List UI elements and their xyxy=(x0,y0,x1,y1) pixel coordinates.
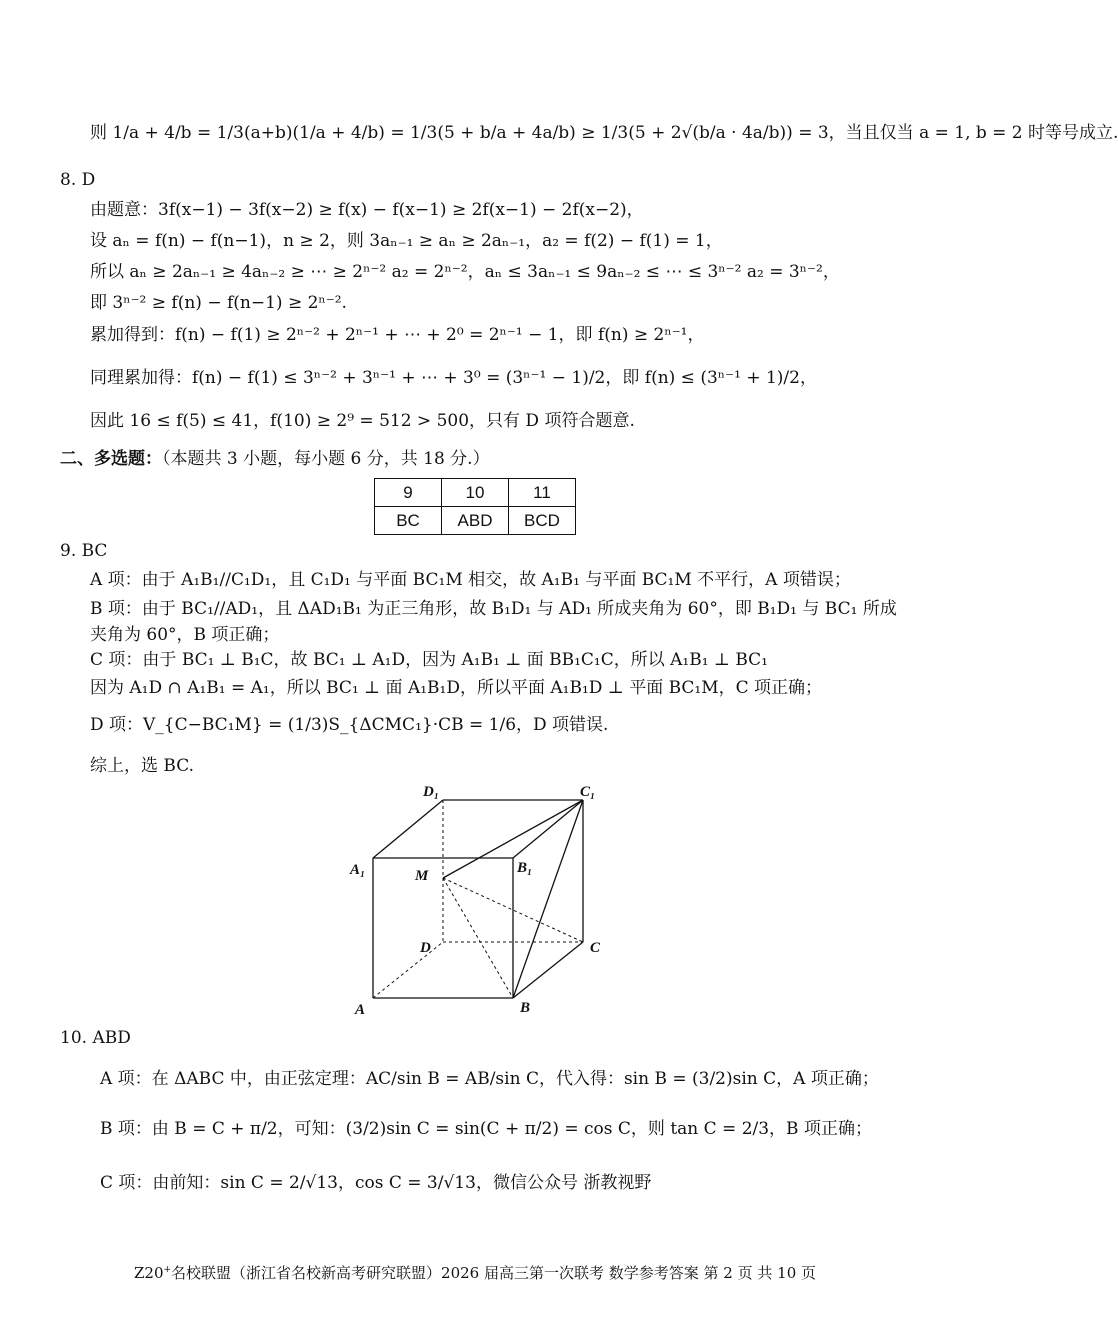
q7-conclusion: 则 1/a + 4/b = 1/3(a+b)(1/a + 4/b) = 1/3(5 + b/a + 4a/b) ≥ 1/3(5 + 2√(b/a · 4a/b)) = 3，当且仅当 a = 1, b = 2 时等号成立. xyxy=(90,123,1118,143)
q9-line-5: 因为 A₁D ∩ A₁B₁ = A₁，所以 BC₁ ⊥ 面 A₁B₁D，所以平面 A₁B₁D ⊥ 平面 BC₁M，C 项正确； xyxy=(90,678,823,698)
q8-line-5: 累加得到：f(n) − f(1) ≥ 2ⁿ⁻² + 2ⁿ⁻¹ + ⋯ + 2⁰ = 2ⁿ⁻¹ − 1，即 f(n) ≥ 2ⁿ⁻¹， xyxy=(90,325,705,345)
q9-line-2: B 项：由于 BC₁//AD₁，且 ΔAD₁B₁ 为正三角形，故 B₁D₁ 与 AD₁ 所成夹角为 60°，即 B₁D₁ 与 BC₁ 所成 xyxy=(90,599,897,619)
cube-figure xyxy=(340,780,610,1020)
label-d: D xyxy=(420,940,431,956)
answer-table-numbers-row xyxy=(375,479,576,507)
q8-header: 8. D xyxy=(60,170,96,190)
q10-line-2: B 项：由 B = C + π/2，可知：(3/2)sin C = sin(C + π/2) = cos C，则 tan C = 2/3，B 项正确； xyxy=(100,1119,872,1139)
section-2-note: （本题共 3 小题，每小题 6 分，共 18 分.） xyxy=(162,449,490,469)
table-cell: 11 xyxy=(509,479,576,507)
footer-text: 名校联盟（浙江省名校新高考研究联盟）2026 届高三第一次联考 数学参考答案 第 2 页 共 10 页 xyxy=(171,1264,816,1282)
q9-line-7: 综上，选 BC. xyxy=(90,756,195,776)
q8-line-1: 由题意：3f(x−1) − 3f(x−2) ≥ f(x) − f(x−1) ≥ 2f(x−1) − 2f(x−2)， xyxy=(90,200,644,220)
q8-line-7: 因此 16 ≤ f(5) ≤ 41，f(10) ≥ 2⁹ = 512 > 500，只有 D 项符合题意. xyxy=(90,411,635,431)
answer-table-answers-row xyxy=(375,507,576,535)
table-cell: BCD xyxy=(509,507,576,535)
label-b1: B₁ xyxy=(517,860,533,876)
label-m: M xyxy=(415,868,429,884)
label-a: A xyxy=(355,1002,366,1018)
q8-line-6: 同理累加得：f(n) − f(1) ≤ 3ⁿ⁻² + 3ⁿ⁻¹ + ⋯ + 3⁰ = (3ⁿ⁻¹ − 1)/2，即 f(n) ≤ (3ⁿ⁻¹ + 1)/2， xyxy=(90,368,817,388)
hidden-segment-mb xyxy=(443,878,513,998)
table-cell: BC xyxy=(375,507,442,535)
answer-table xyxy=(374,478,576,535)
label-c: C xyxy=(590,940,601,956)
edge-a1d1 xyxy=(373,800,443,858)
table-cell: 10 xyxy=(442,479,509,507)
q9-line-3: 夹角为 60°，B 项正确； xyxy=(90,625,280,645)
q10-header: 10. ABD xyxy=(60,1028,131,1048)
label-c1: C₁ xyxy=(580,784,596,800)
q9-line-1: A 项：由于 A₁B₁//C₁D₁，且 C₁D₁ 与平面 BC₁M 相交，故 A₁B₁ 与平面 BC₁M 不平行，A 项错误； xyxy=(90,570,851,590)
footer-sup: + xyxy=(163,1265,172,1275)
section-2-heading xyxy=(60,446,490,472)
q8-line-3: 所以 aₙ ≥ 2aₙ₋₁ ≥ 4aₙ₋₂ ≥ ⋯ ≥ 2ⁿ⁻² a₂ = 2ⁿ⁻²，aₙ ≤ 3aₙ₋₁ ≤ 9aₙ₋₂ ≤ ⋯ ≤ 3ⁿ⁻² a₂ = 3ⁿ⁻²， xyxy=(90,262,840,282)
table-cell: 9 xyxy=(375,479,442,507)
label-b: B xyxy=(520,1000,531,1016)
q9-line-6: D 项：V_{C−BC₁M} = (1/3)S_{ΔCMC₁}·CB = 1/6，D 项错误. xyxy=(90,715,609,735)
q10-line-1: A 项：在 ΔABC 中，由正弦定理：AC/sin B = AB/sin C，代入得：sin B = (3/2)sin C，A 项正确； xyxy=(100,1069,879,1089)
q8-line-4: 即 3ⁿ⁻² ≥ f(n) − f(n−1) ≥ 2ⁿ⁻². xyxy=(90,293,347,313)
table-cell: ABD xyxy=(442,507,509,535)
q10-line-3: C 项：由前知：sin C = 2/√13，cos C = 3/√13，微信公众号 浙教视野 xyxy=(100,1173,652,1193)
section-2-title: 二、多选题： xyxy=(60,449,162,469)
q9-line-4: C 项：由于 BC₁ ⊥ B₁C，故 BC₁ ⊥ A₁D，因为 A₁B₁ ⊥ 面 BB₁C₁C，所以 A₁B₁ ⊥ BC₁ xyxy=(90,650,768,670)
footer-prefix: Z20 xyxy=(133,1264,164,1282)
label-a1: A₁ xyxy=(350,862,366,878)
hidden-edge-ad xyxy=(373,942,443,998)
label-d1: D₁ xyxy=(423,784,440,800)
q9-header: 9. BC xyxy=(60,541,108,561)
page-footer xyxy=(0,1262,950,1283)
q8-line-2: 设 aₙ = f(n) − f(n−1)，n ≥ 2，则 3aₙ₋₁ ≥ aₙ ≥ 2aₙ₋₁，a₂ = f(2) − f(1) = 1， xyxy=(90,231,723,251)
